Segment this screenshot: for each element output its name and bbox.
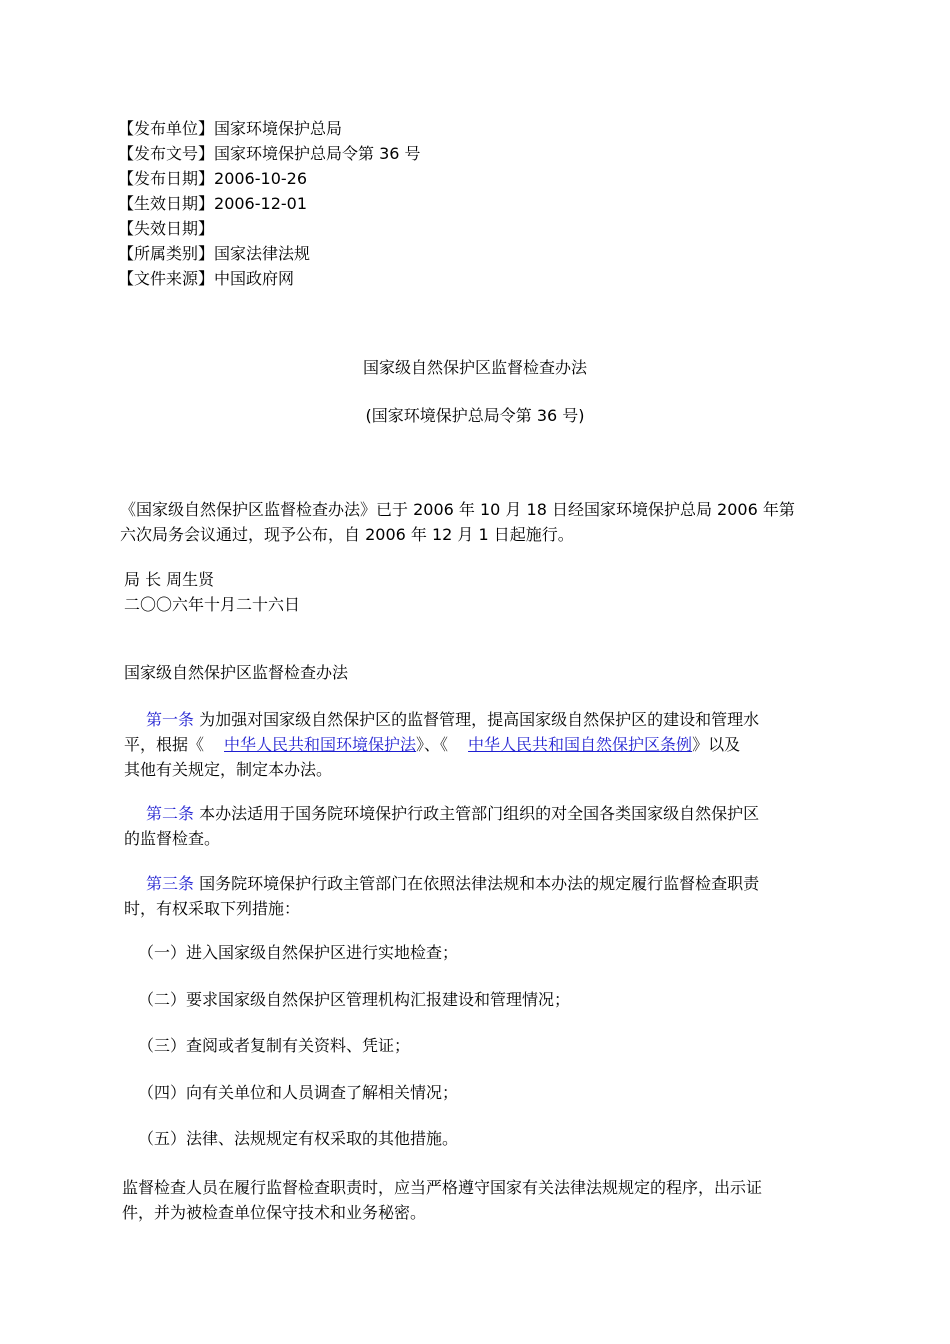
intro-line: 六次局务会议通过，现予公布，自 2006 年 12 月 1 日起施行。 — [120, 525, 574, 544]
meta-expiry-date — [118, 216, 421, 241]
article-3 — [124, 871, 834, 921]
article-2 — [124, 801, 834, 851]
meta-value: 国家环境保护总局令第 36 号 — [214, 144, 421, 163]
subtitle — [124, 660, 834, 685]
article-1-text: 其他有关规定，制定本办法。 — [124, 760, 333, 779]
article-2-label: 第二条 — [146, 804, 195, 823]
meta-label: 【发布文号】 — [118, 144, 215, 163]
document-title: 国家级自然保护区监督检查办法 — [362, 358, 587, 377]
law-link-nature-reserve-regulations[interactable]: 中华人民共和国自然保护区条例 — [468, 735, 693, 754]
law-link-environmental-protection[interactable]: 中华人民共和国环境保护法 — [224, 735, 417, 754]
meta-effective-date — [118, 191, 421, 216]
measure-item: （一）进入国家级自然保护区进行实地检查； — [138, 943, 459, 962]
meta-category — [118, 241, 421, 266]
measure-item: （五）法律、法规规定有权采取的其他措施。 — [138, 1129, 459, 1148]
measure-item: （二）要求国家级自然保护区管理机构汇报建设和管理情况； — [138, 990, 571, 1009]
meta-value: 国家法律法规 — [214, 244, 311, 263]
article-1-label: 第一条 — [146, 710, 195, 729]
article-1-text: 平，根据《 — [124, 735, 205, 754]
meta-label: 【失效日期】 — [118, 219, 215, 238]
closing-line: 件，并为被检查单位保守技术和业务秘密。 — [122, 1203, 427, 1222]
article-2-text: 本办法适用于国务院环境保护行政主管部门组织的对全国各类国家级自然保护区 — [194, 804, 760, 823]
article-2-text: 的监督检查。 — [124, 829, 221, 848]
measure-item: （四）向有关单位和人员调查了解相关情况； — [138, 1083, 459, 1102]
closing-line: 监督检查人员在履行监督检查职责时，应当严格遵守国家有关法律法规规定的程序，出示证 — [122, 1178, 763, 1197]
signatory-name: 局 长 周生贤 — [124, 570, 215, 589]
article-3-text: 时，有权采取下列措施： — [124, 899, 301, 918]
meta-value: 中国政府网 — [214, 269, 295, 288]
article-1-text: 》、《 — [416, 735, 449, 754]
meta-source — [118, 266, 421, 291]
article-3-label: 第三条 — [146, 874, 195, 893]
meta-label: 【文件来源】 — [118, 269, 215, 288]
article-1-text: 》以及 — [692, 735, 741, 754]
signature-date: 二〇〇六年十月二十六日 — [124, 595, 301, 614]
order-number: (国家环境保护总局令第 36 号) — [365, 406, 585, 425]
meta-label: 【发布单位】 — [118, 119, 215, 138]
article-1 — [124, 707, 834, 782]
meta-value: 国家环境保护总局 — [214, 119, 343, 138]
meta-publisher — [118, 116, 421, 141]
meta-doc-number — [118, 141, 421, 166]
meta-value: 2006-12-01 — [214, 194, 307, 213]
metadata-block — [118, 116, 421, 291]
subtitle-text: 国家级自然保护区监督检查办法 — [124, 663, 349, 682]
closing-paragraph — [122, 1175, 842, 1225]
meta-label: 【生效日期】 — [118, 194, 215, 213]
meta-label: 【所属类别】 — [118, 244, 215, 263]
article-1-text: 为加强对国家级自然保护区的监督管理，提高国家级自然保护区的建设和管理水 — [194, 710, 760, 729]
intro-paragraph — [120, 497, 840, 547]
signature-block — [124, 567, 834, 617]
meta-value: 2006-10-26 — [214, 169, 307, 188]
meta-publish-date — [118, 166, 421, 191]
article-3-text: 国务院环境保护行政主管部门在依照法律法规和本办法的规定履行监督检查职责 — [194, 874, 760, 893]
measure-item: （三）查阅或者复制有关资料、凭证； — [138, 1036, 411, 1055]
intro-line: 《国家级自然保护区监督检查办法》已于 2006 年 10 月 18 日经国家环境保护总局 2006 年第 — [120, 500, 795, 519]
meta-label: 【发布日期】 — [118, 169, 215, 188]
